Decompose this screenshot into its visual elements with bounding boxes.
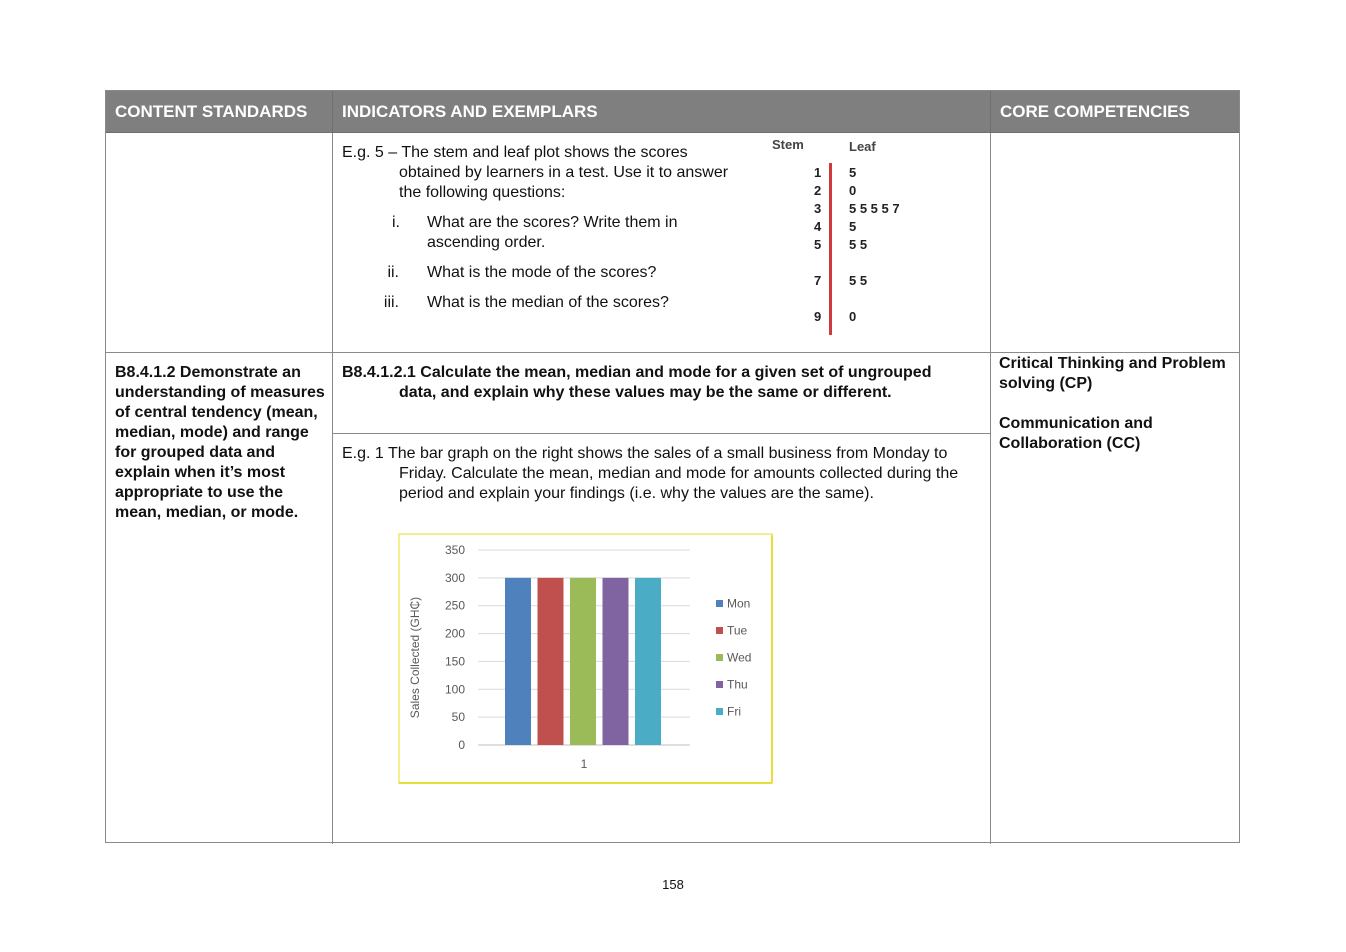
table-header [106, 91, 1239, 133]
question-item [375, 263, 705, 283]
leaf-value: 0 [849, 309, 857, 324]
indicator-text: B8.4.1.2.1 Calculate the mean, median and mode for a given set of ungrouped data, and explain why these values may be the same or different. [342, 364, 932, 401]
y-tick-label: 50 [451, 710, 465, 725]
bar-wed [570, 578, 596, 745]
core-competencies-list [999, 354, 1229, 454]
page-number: 158 [662, 877, 684, 892]
question-item [372, 293, 712, 313]
stem-leaf-plot [766, 135, 926, 335]
legend-label: Mon [727, 596, 751, 611]
stem-value: 7 [814, 273, 822, 288]
question-number: iii. [383, 294, 399, 311]
legend-label: Wed [727, 650, 752, 665]
x-tick-label: 1 [580, 757, 588, 771]
competency-item: Communication and Collaboration (CC) [999, 415, 1153, 452]
example-1-text: E.g. 1 The bar graph on the right shows the sales of a small business from Monday to Friday. Calculate the mean, median and mode for amounts collected during the period and explain your findings (i.e. why the values are the same). [342, 445, 959, 502]
stem-value: 5 [814, 237, 822, 252]
bar-tue [538, 578, 564, 745]
stem-value: 2 [814, 183, 822, 198]
y-axis-label: Sales Collected (GH₵) [408, 596, 422, 719]
example-1 [342, 444, 972, 504]
leaf-value: 0 [849, 183, 857, 198]
header-core-competencies: CORE COMPETENCIES [1000, 102, 1190, 121]
y-tick-label: 350 [444, 543, 465, 557]
example-5-prefix: E.g. 5 – [342, 144, 398, 161]
legend-label: Thu [727, 677, 748, 692]
stem-value: 3 [814, 201, 822, 216]
legend-label: Tue [727, 623, 748, 638]
legend-swatch [716, 708, 723, 715]
question-item [387, 213, 717, 253]
y-tick-label: 200 [444, 626, 465, 641]
example-5-text: The stem and leaf plot shows the scores obtained by learners in a test. Use it to answer the following questions: [399, 144, 729, 201]
competency-item: Critical Thinking and Problem solving (CP) [999, 355, 1226, 392]
legend-swatch [716, 681, 723, 688]
content-standard: B8.4.1.2 Demonstrate an understanding of measures of central tendency (mean, median, mode) and range for grouped data and explain when it’s most appropriate to use the mean, median, or mode. [115, 364, 325, 521]
table-row [106, 133, 1239, 353]
legend-swatch [716, 654, 723, 661]
question-text: What is the mode of the scores? [427, 264, 657, 281]
y-tick-label: 250 [444, 598, 465, 613]
stem-value: 4 [814, 219, 822, 234]
y-tick-label: 100 [444, 682, 465, 697]
y-tick-label: 0 [458, 738, 465, 752]
stem-value: 9 [814, 309, 822, 324]
bar-thu [603, 578, 629, 745]
leaf-value: 5 5 [849, 273, 868, 288]
question-text: What is the median of the scores? [427, 294, 669, 311]
y-tick-label: 150 [444, 654, 465, 669]
sales-bar-chart [398, 533, 774, 785]
y-tick-label: 300 [444, 570, 465, 585]
stem-header: Stem [772, 137, 804, 152]
leaf-value: 5 5 [849, 237, 868, 252]
table-row [106, 353, 1239, 844]
indicator [342, 363, 972, 403]
legend-swatch [716, 600, 723, 607]
leaf-value: 5 [849, 165, 857, 180]
legend-swatch [716, 627, 723, 634]
leaf-value: 5 5 5 5 7 [849, 201, 900, 216]
leaf-value: 5 [849, 219, 857, 234]
question-number: ii. [387, 264, 399, 281]
legend-label: Fri [727, 704, 741, 719]
divider [990, 91, 991, 132]
divider [332, 353, 333, 844]
bar-mon [505, 578, 531, 745]
divider [332, 91, 333, 132]
question-number: i. [392, 214, 400, 231]
divider [990, 133, 991, 352]
leaf-header: Leaf [849, 139, 876, 154]
divider [333, 433, 990, 434]
example-5 [342, 143, 732, 203]
divider [332, 133, 333, 352]
question-text: What are the scores? Write them in ascending order. [427, 214, 678, 251]
divider [990, 353, 991, 844]
header-content-standards: CONTENT STANDARDS [115, 102, 308, 121]
standards-table [105, 90, 1240, 843]
bar-fri [635, 578, 661, 745]
stem-value: 1 [814, 165, 822, 180]
header-indicators-exemplars: INDICATORS AND EXEMPLARS [342, 102, 598, 121]
